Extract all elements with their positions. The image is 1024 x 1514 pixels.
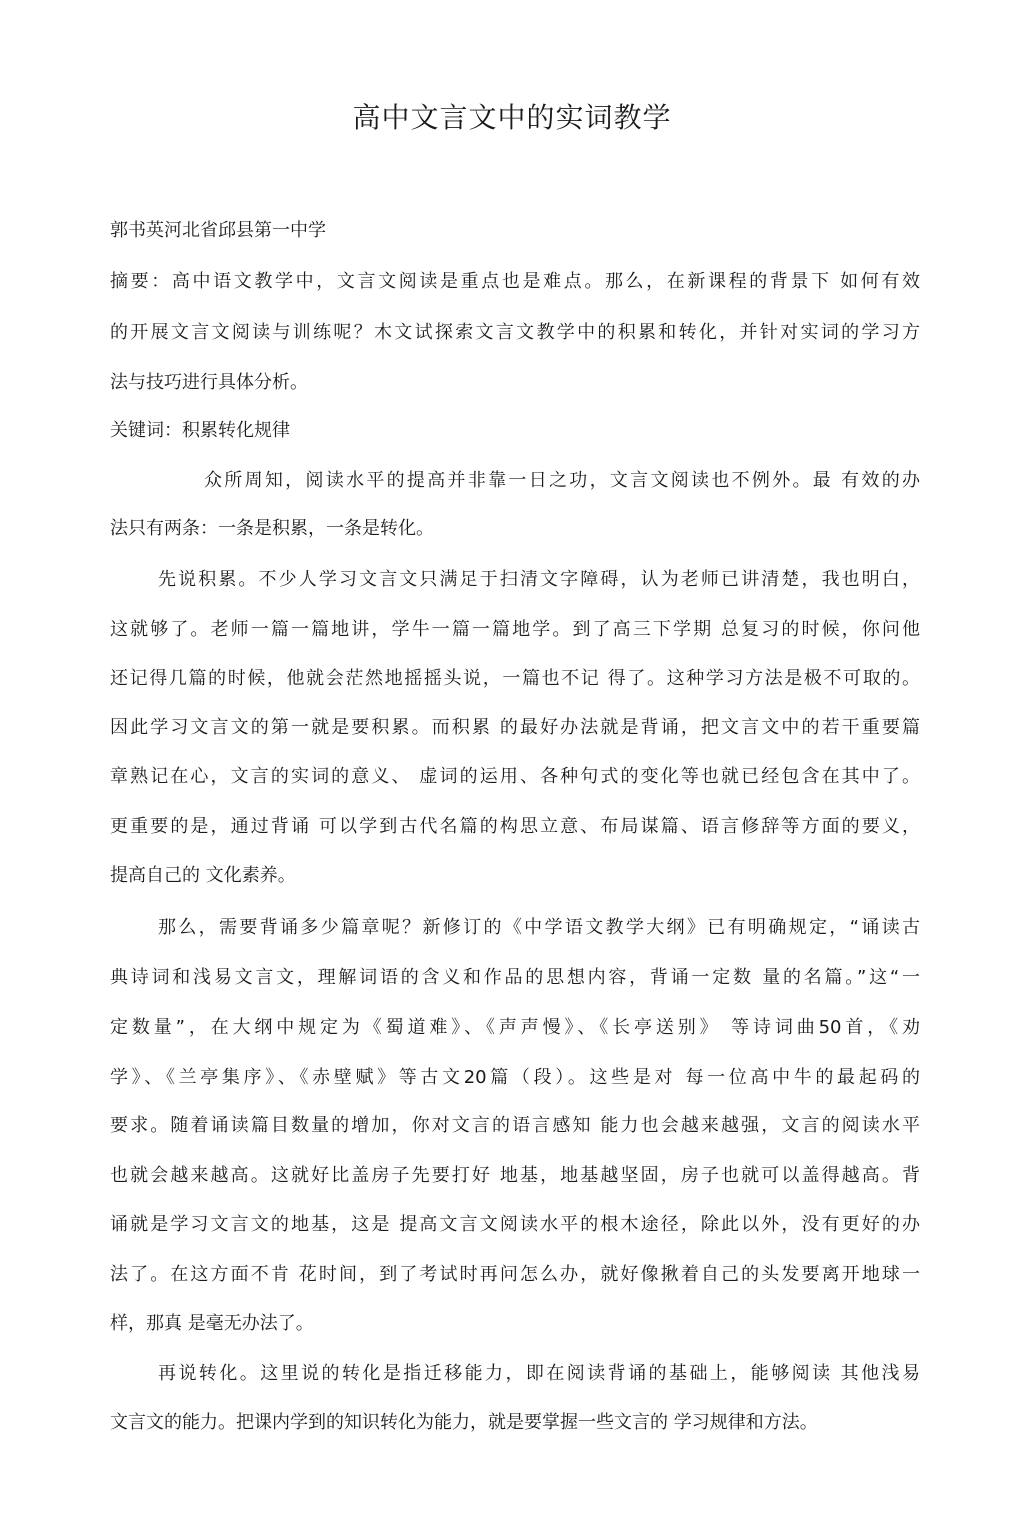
paragraph-line: 也就会越来越高。这就好比盖房子先要打好 地基，地基越坚固，房子也就可以盖得越高。背 <box>110 1165 920 1186</box>
document-title: 高中文言文中的实词教学 <box>352 101 672 134</box>
paragraph-line: 众所周知，阅读水平的提高并非靠一日之功，文言文阅读也不例外。最 有效的办 <box>204 470 920 491</box>
paragraph-line: 学》、《兰亭集序》、《赤壁赋》等古文20篇（段）。这些是对 每一位高中牛的最起码的 <box>110 1067 920 1088</box>
paragraph-line: 法只有两条：一条是积累，一条是转化。 <box>110 518 434 539</box>
paragraph-line: 因此学习文言文的第一就是要积累。而积累 的最好办法就是背诵，把文言文中的若干重要篇 <box>110 717 920 738</box>
abstract-line: 摘要：高中语文教学中，文言文阅读是重点也是难点。那么，在新课程的背景下 如何有效 <box>110 271 920 292</box>
paragraph-line: 这就够了。老师一篇一篇地讲，学牛一篇一篇地学。到了高三下学期 总复习的时候，你问他 <box>110 619 920 640</box>
paragraph-line: 再说转化。这里说的转化是指迁移能力，即在阅读背诵的基础上，能够阅读 其他浅易 <box>158 1363 920 1384</box>
paragraph-line: 定数量”，在大纲中规定为《蜀道难》、《声声慢》、《长亭送别》 等诗词曲50首，《劝 <box>110 1017 920 1038</box>
paragraph-line: 还记得几篇的时候，他就会茫然地摇摇头说，一篇也不记 得了。这种学习方法是极不可取的。 <box>110 668 920 689</box>
paragraph-line: 那么，需要背诵多少篇章呢？新修订的《中学语文教学大纲》已有明确规定，“诵读古 <box>158 917 920 938</box>
paragraph-line: 诵就是学习文言文的地基，这是 提高文言文阅读水平的根木途径，除此以外，没有更好的办 <box>110 1214 920 1235</box>
author-line: 郭书英河北省邱县第一中学 <box>110 220 326 241</box>
paragraph-line: 法了。在这方面不肯 花时间，到了考试时再问怎么办，就好像揪着自己的头发要离开地球一 <box>110 1264 920 1285</box>
paragraph-line: 提高自己的 文化素养。 <box>110 865 296 886</box>
abstract-line: 的开展文言文阅读与训练呢？木文试探索文言文教学中的积累和转化，并针对实词的学习方 <box>110 322 920 343</box>
paragraph-line: 文言文的能力。把课内学到的知识转化为能力，就是要掌握一些文言的 学习规律和方法。 <box>110 1412 818 1433</box>
paragraph-line: 要求。随着诵读篇目数量的增加，你对文言的语言感知 能力也会越来越强，文言的阅读水平 <box>110 1115 920 1136</box>
abstract-line: 法与技巧进行具体分析。 <box>110 372 308 393</box>
paragraph-line: 样，那真 是毫无办法了。 <box>110 1313 314 1334</box>
paragraph-line: 典诗词和浅易文言文，理解词语的含义和作品的思想内容，背诵一定数 量的名篇。”这“一 <box>110 967 920 988</box>
paragraph-line: 先说积累。不少人学习文言文只满足于扫清文字障碍，认为老师已讲清楚，我也明白， <box>158 569 920 590</box>
paragraph-line: 章熟记在心，文言的实词的意义、 虚词的运用、各种句式的变化等也就已经包含在其中了。 <box>110 766 920 787</box>
keywords-line: 关键词：积累转化规律 <box>110 420 290 441</box>
paragraph-line: 更重要的是，通过背诵 可以学到古代名篇的构思立意、布局谋篇、语言修辞等方面的要义， <box>110 816 920 837</box>
